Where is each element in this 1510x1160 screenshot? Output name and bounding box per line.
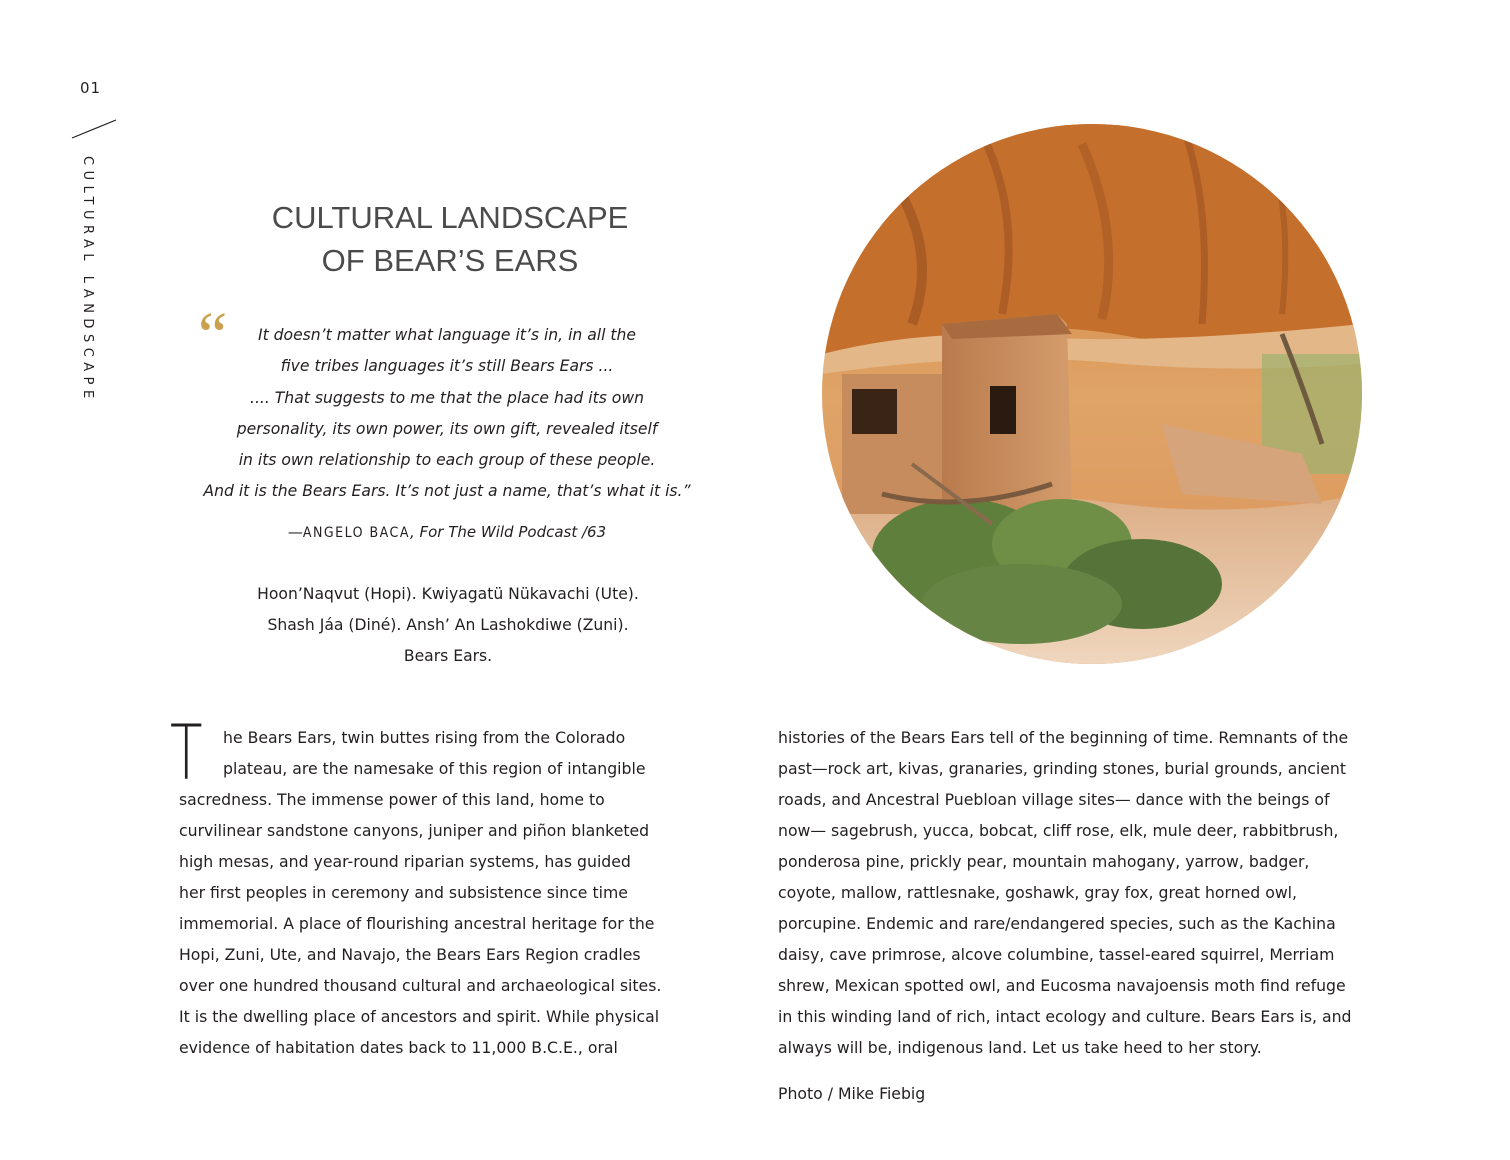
tribal-names-line: Shash Jáa (Diné). Ansh’ An Lashokdiwe (Zuni).: [267, 616, 629, 634]
quote-mark: “: [198, 299, 228, 372]
body-column-right: [778, 722, 1418, 1063]
attribution-source: , For The Wild Podcast /63: [409, 523, 607, 541]
tribal-names-line: Bears Ears.: [403, 647, 493, 665]
drop-cap: T: [170, 708, 203, 797]
body-line: high mesas, and year-round riparian systems, has guided: [179, 852, 631, 871]
body-line: porcupine. Endemic and rare/endangered species, such as the Kachina: [778, 914, 1336, 933]
body-line: he Bears Ears, twin buttes rising from the Colorado: [223, 728, 626, 747]
body-line: It is the dwelling place of ancestors and spirit. While physical: [179, 1007, 660, 1026]
divider-slash: [70, 118, 118, 140]
body-line: immemorial. A place of flourishing ancestral heritage for the: [179, 914, 655, 933]
quote-block: [172, 320, 722, 508]
body-line: over one hundred thousand cultural and archaeological sites.: [179, 976, 662, 995]
title-line-2: OF BEAR’S EARS: [321, 243, 579, 278]
body-line: daisy, cave primrose, alcove columbine, tassel-eared squirrel, Merriam: [778, 945, 1335, 964]
quote-line: And it is the Bears Ears. It’s not just a name, that’s what it is.”: [203, 482, 691, 501]
title-line-1: CULTURAL LANDSCAPE: [271, 200, 629, 235]
body-line: Hopi, Zuni, Ute, and Navajo, the Bears Ears Region cradles: [179, 945, 641, 964]
body-line: shrew, Mexican spotted owl, and Eucosma navajoensis moth find refuge: [778, 976, 1346, 995]
body-line: coyote, mallow, rattlesnake, goshawk, gray fox, great horned owl,: [778, 883, 1297, 902]
quote-line: in its own relationship to each group of these people.: [238, 451, 656, 470]
body-line: past—rock art, kivas, granaries, grinding stones, burial grounds, ancient: [778, 759, 1347, 778]
body-line: curvilinear sandstone canyons, juniper and piñon blanketed: [179, 821, 650, 840]
page-title: [232, 196, 668, 282]
quote-line: five tribes languages it’s still Bears Ears ...: [280, 357, 614, 376]
body-line: plateau, are the namesake of this region of intangible: [223, 759, 646, 778]
body-line: sacredness. The immense power of this land, home to: [179, 790, 605, 809]
body-column-left: [179, 722, 719, 1063]
photo-illustration: [822, 124, 1362, 664]
tribal-names-line: Hoon’Naqvut (Hopi). Kwiyagatü Nükavachi (Ute).: [257, 585, 639, 603]
quote-line: personality, its own power, its own gift, revealed itself: [236, 419, 658, 438]
attribution-dash: —: [287, 523, 303, 541]
body-line: now— sagebrush, yucca, bobcat, cliff rose, elk, mule deer, rabbitbrush,: [778, 821, 1339, 840]
body-line: histories of the Bears Ears tell of the beginning of time. Remnants of the: [778, 728, 1349, 747]
photo-credit: Photo / Mike Fiebig: [778, 1084, 926, 1103]
page-number: 01: [80, 79, 102, 97]
tribal-names: [172, 579, 724, 672]
body-line: in this winding land of rich, intact ecology and culture. Bears Ears is, and: [778, 1007, 1352, 1026]
body-line: ponderosa pine, prickly pear, mountain mahogany, yarrow, badger,: [778, 852, 1310, 871]
body-line: evidence of habitation dates back to 11,000 B.C.E., oral: [179, 1038, 618, 1057]
body-line: her first peoples in ceremony and subsistence since time: [179, 883, 628, 902]
quote-line: .... That suggests to me that the place had its own: [250, 388, 644, 407]
quote-attribution: [172, 520, 722, 545]
body-line: roads, and Ancestral Puebloan village sites— dance with the beings of: [778, 790, 1330, 809]
attribution-name: ANGELO BACA: [302, 525, 410, 541]
quote-line: It doesn’t matter what language it’s in, in all the: [257, 326, 637, 344]
section-label: CULTURAL LANDSCAPE: [80, 156, 95, 404]
photo-granary: [822, 124, 1362, 664]
body-line: always will be, indigenous land. Let us take heed to her story.: [778, 1038, 1262, 1057]
